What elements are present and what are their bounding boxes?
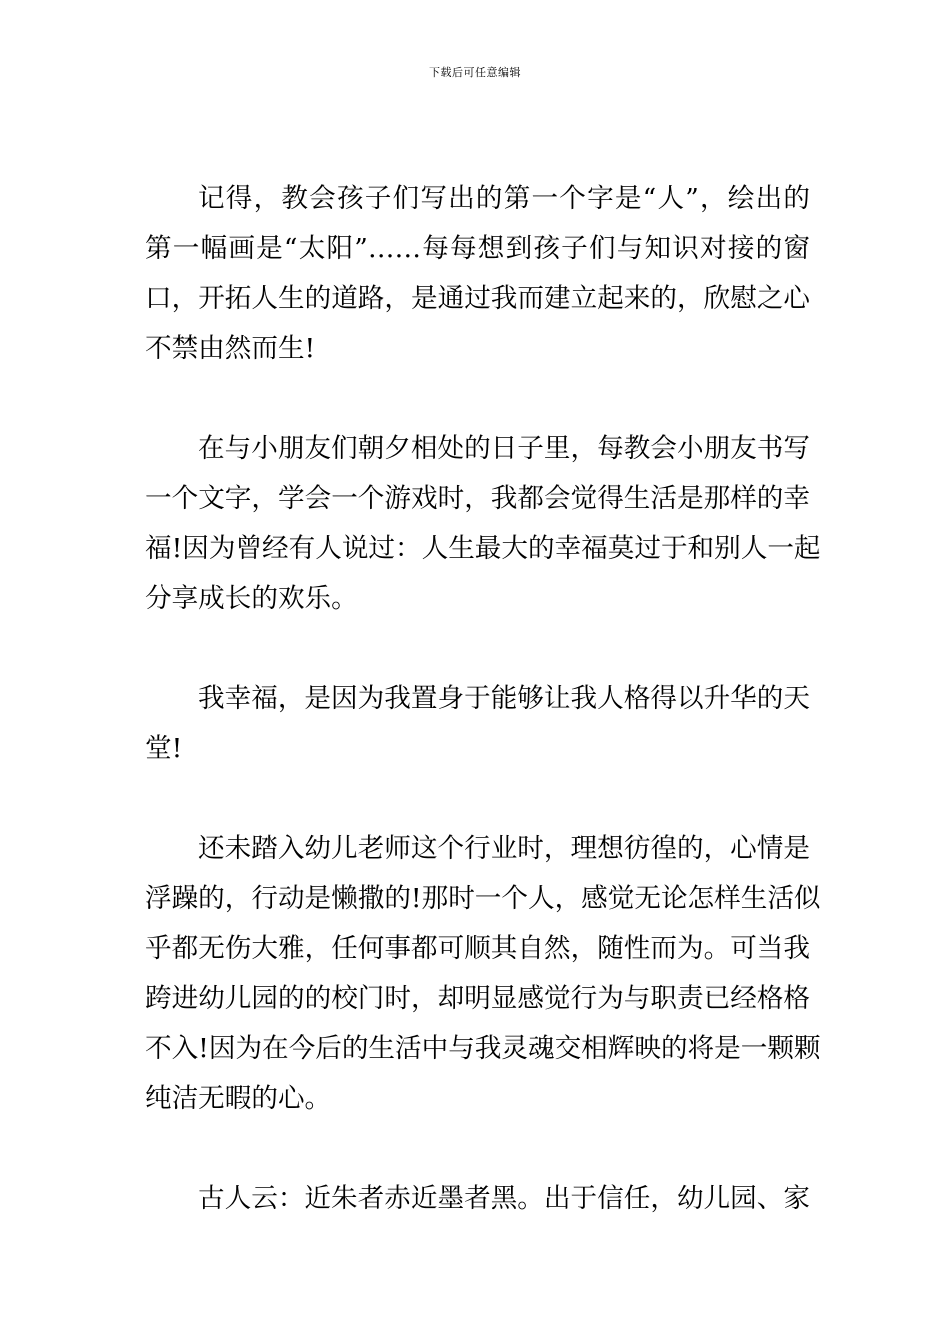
paragraph-2-line-3: 福!因为曾经有人说过：人生最大的幸福莫过于和别人一起 (145, 533, 821, 564)
paragraph-3-line-2: 堂! (145, 733, 183, 764)
paragraph-2-line-4: 分享成长的欢乐。 (145, 583, 358, 614)
paragraph-4-line-5: 不入!因为在今后的生活中与我灵魂交相辉映的将是一颗颗 (145, 1033, 821, 1064)
paragraph-2-line-1: 在与小朋友们朝夕相处的日子里，每教会小朋友书写 (198, 433, 810, 464)
paragraph-4-line-6: 纯洁无暇的心。 (145, 1083, 332, 1114)
paragraph-5-line-1: 古人云：近朱者赤近墨者黑。出于信任，幼儿园、家 (198, 1183, 810, 1214)
paragraph-1-line-2: 第一幅画是“太阳”……每每想到孩子们与知识对接的窗 (145, 233, 810, 264)
page-header: 下载后可任意编辑 (429, 66, 521, 79)
paragraph-4-line-3: 乎都无伤大雅，任何事都可顺其自然，随性而为。可当我 (145, 933, 810, 964)
paragraph-1-line-4: 不禁由然而生! (145, 333, 316, 364)
paragraph-2-line-2: 一个文字，学会一个游戏时，我都会觉得生活是那样的幸 (145, 483, 810, 514)
paragraph-1-line-1: 记得，教会孩子们写出的第一个字是“人”，绘出的 (198, 183, 810, 214)
paragraph-3-line-1: 我幸福，是因为我置身于能够让我人格得以升华的天 (198, 683, 810, 714)
paragraph-4-line-2: 浮躁的，行动是懒撒的!那时一个人，感觉无论怎样生活似 (145, 883, 821, 914)
paragraph-4-line-4: 跨进幼儿园的的校门时，却明显感觉行为与职责已经格格 (145, 983, 810, 1014)
paragraph-4-line-1: 还未踏入幼儿老师这个行业时，理想彷徨的，心情是 (198, 833, 810, 864)
paragraph-1-line-3: 口，开拓人生的道路，是通过我而建立起来的，欣慰之心 (145, 283, 810, 314)
